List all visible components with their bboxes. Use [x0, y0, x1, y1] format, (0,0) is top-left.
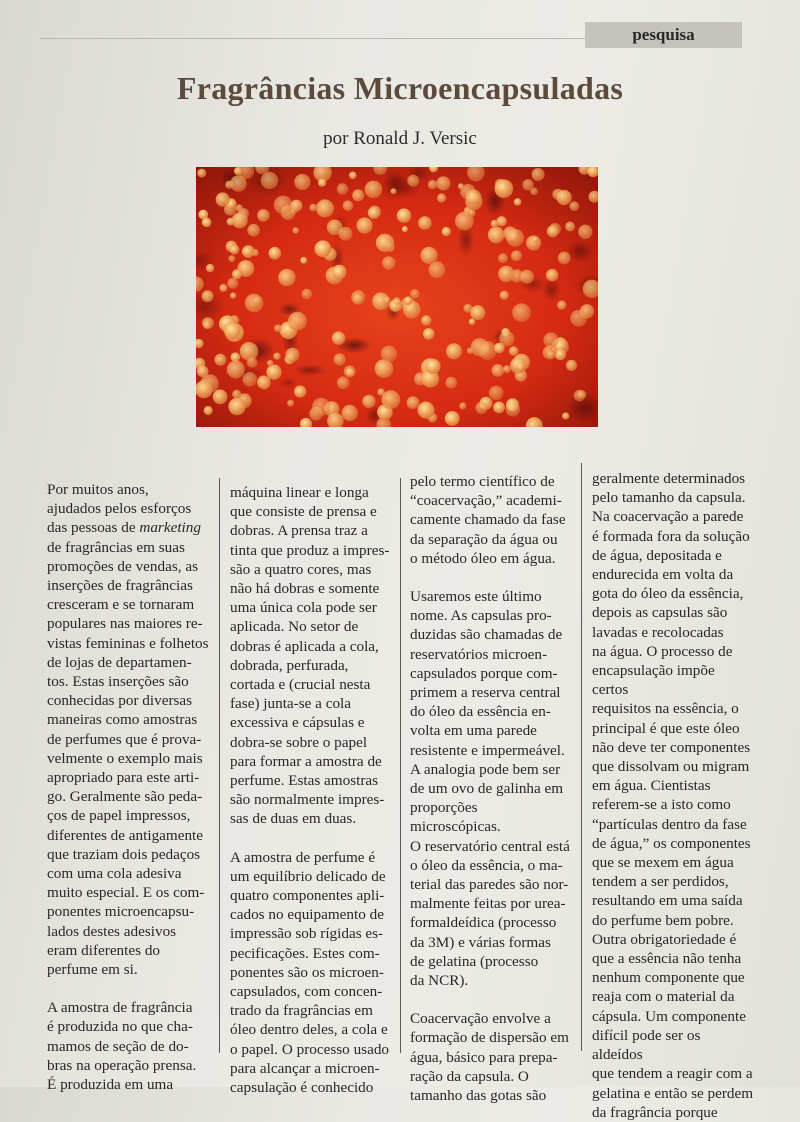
text-line: cápsula. Um componente: [592, 1007, 746, 1025]
text-line: terial das paredes são nor-: [410, 876, 569, 894]
text-line: bras na operação prensa.: [47, 1056, 197, 1074]
text-line: reaja com o material da: [592, 988, 735, 1006]
text-line: tendem a ser perdidos,: [592, 873, 729, 891]
text-line: que a essência não tenha: [592, 950, 742, 968]
text-column-3: [410, 472, 570, 1105]
text-line: A amostra de fragrância: [47, 999, 193, 1017]
text-line: “partículas dentro da fase: [592, 815, 747, 833]
text-line: não deve ter componentes: [592, 738, 751, 756]
text-line: dobra-se sobre o papel: [230, 733, 368, 751]
text-line: que tendem a reagir com a: [592, 1065, 753, 1083]
paragraph: [47, 998, 212, 1094]
text-line: inserções de fragrâncias: [47, 577, 193, 595]
text-line: dobras é aplicada a cola,: [230, 637, 379, 655]
text-line: Na coacervação a parede: [592, 508, 744, 526]
text-line: malmente feitas por urea-: [410, 895, 566, 913]
text-line: o papel. O processo usado: [230, 1040, 390, 1058]
text-line: referem-se a isto como: [592, 796, 731, 814]
text-line: do perfume bem pobre.: [592, 911, 734, 929]
microcapsule-photo: [196, 167, 598, 427]
text-line: maneiras como amostras: [47, 711, 198, 729]
text-line: “coacervação,” academi-: [410, 492, 562, 510]
text-line: trado da fragrâncias em: [230, 1002, 373, 1020]
text-line: encapsulação impõe certos: [592, 662, 715, 699]
text-line: capsulados porque com-: [410, 664, 558, 682]
text-line: sas de duas em duas.: [230, 810, 357, 828]
paragraph: [410, 1009, 570, 1105]
text-line: mamos de seção de do-: [47, 1037, 189, 1055]
text-line: pecificações. Estes com-: [230, 944, 380, 962]
text-line: da fragrância porque: [592, 1103, 718, 1121]
text-line: nome. As capsulas pro-: [410, 607, 552, 625]
text-line: diferentes de antigamente: [47, 826, 204, 844]
text-line: tamanho das gotas são: [410, 1087, 547, 1105]
italic-term: marketing: [139, 519, 201, 537]
text-line: de um ovo de galinha em: [410, 780, 564, 798]
text-line: fase) junta-se a cola: [230, 695, 352, 713]
text-line: capsulação é conhecido: [230, 1079, 374, 1097]
text-line: tinta que produz a impres-: [230, 541, 390, 559]
text-line: ponentes microencapsu-: [47, 903, 195, 921]
text-line: proporções microscópicas.: [410, 799, 501, 836]
paragraph: [410, 587, 570, 990]
text-line: Coacervação envolve a: [410, 1010, 551, 1028]
column-divider: [581, 463, 582, 1051]
section-tag: pesquisa: [585, 22, 742, 48]
text-line: go. Geralmente são peda-: [47, 788, 203, 806]
text-line: duzidas são chamadas de: [410, 626, 563, 644]
paragraph: [230, 483, 390, 829]
text-line: muito especial. E os com-: [47, 884, 205, 902]
text-line: ração da capsula. O: [410, 1067, 529, 1085]
text-line: é formada fora da solução: [592, 527, 750, 545]
text-line: Por muitos anos,: [47, 481, 149, 498]
text-line: vistas femininas e folhetos: [47, 634, 209, 652]
text-line: que dissolvam ou migram: [592, 758, 750, 776]
text-line: populares nas maiores re-: [47, 615, 203, 633]
text-line: máquina linear e longa: [230, 484, 369, 501]
text-line: com uma cola adesiva: [47, 865, 182, 883]
text-line: que consiste de prensa e: [230, 503, 377, 521]
text-line: da separação da água ou: [410, 530, 558, 548]
text-column-4: [592, 469, 754, 1122]
text-line: o método óleo em água.: [410, 549, 556, 567]
text-line: ços de papel impressos,: [47, 807, 191, 825]
text-column-2: [230, 483, 390, 1097]
text-line: conhecidas por diversas: [47, 692, 193, 710]
text-line: do óleo da essência en-: [410, 703, 551, 721]
text-line: cados no equipamento de: [230, 906, 384, 924]
text-line: que se mexem em água: [592, 854, 734, 872]
text-line: volta em uma parede: [410, 722, 537, 740]
text-line: água, básico para prepa-: [410, 1048, 558, 1066]
paragraph: [230, 848, 390, 1098]
text-line: aplicada. No setor de: [230, 618, 359, 636]
text-line: gota do óleo da essência,: [592, 585, 744, 603]
text-line: um equilíbrio delicado de: [230, 867, 386, 885]
text-line: quatro componentes apli-: [230, 887, 385, 905]
column-divider: [400, 478, 401, 1053]
text-line: o óleo da essência, o ma-: [410, 856, 563, 874]
text-line: camente chamado da fase: [410, 511, 566, 529]
text-line: promoções de vendas, as: [47, 557, 198, 575]
text-line: excessiva e cápsulas e: [230, 714, 365, 732]
text-line: não há dobras e somente: [230, 580, 380, 598]
text-line: são a quatro cores, mas: [230, 560, 372, 578]
text-line: ponentes são os microen-: [230, 963, 384, 981]
text-line: endurecida em volta da: [592, 566, 734, 584]
text-line: tos. Estas inserções são: [47, 673, 189, 691]
text-line: A analogia pode bem ser: [410, 760, 561, 778]
text-line: dobrada, perfurada,: [230, 656, 349, 674]
text-line: formação de dispersão em: [410, 1029, 569, 1047]
text-line: depois as capsulas são: [592, 604, 728, 622]
paragraph: [47, 480, 212, 979]
text-line: perfume. Estas amostras: [230, 772, 379, 790]
text-line: velmente o exemplo mais: [47, 749, 203, 767]
text-line: ajudados pelos esforços: [47, 500, 192, 518]
text-line: são normalmente impres-: [230, 791, 385, 809]
text-line: Outra obrigatoriedade é: [592, 930, 737, 948]
header-rule: [40, 38, 585, 39]
text-line: cortada e (crucial nesta: [230, 676, 371, 694]
text-line: que traziam dois pedaços: [47, 845, 201, 863]
text-lines: [47, 539, 209, 978]
text-line: pelo tamanho da capsula.: [592, 489, 746, 507]
text-line: eram diferentes do: [47, 941, 161, 959]
text-line: primem a reserva central: [410, 684, 561, 702]
text-line: da 3M) e várias formas: [410, 933, 551, 951]
text-line: cresceram e se tornaram: [47, 596, 195, 614]
text-line: principal é que este óleo: [592, 719, 740, 737]
column-divider: [219, 478, 220, 1053]
article-title: Fragrâncias Microencapsuladas: [176, 70, 624, 106]
paragraph: [592, 469, 754, 1122]
text-line: impressão sob rígidas es-: [230, 925, 384, 943]
text-line: lavadas e recolocadas: [592, 623, 724, 641]
text-line: de perfumes que é prova-: [47, 730, 202, 748]
text-line: uma única cola pode ser: [230, 599, 377, 617]
text-line: óleo dentro deles, a cola e: [230, 1021, 388, 1039]
text-line: é produzida no que cha-: [47, 1018, 193, 1036]
text-line: resistente e impermeável.: [410, 741, 565, 759]
article-byline: por Ronald J. Versic: [323, 128, 477, 149]
text-line: apropriado para este arti-: [47, 769, 200, 787]
text-line: pelo termo científico de: [410, 473, 555, 490]
text-line: requisitos na essência, o: [592, 700, 739, 718]
text-line: na água. O processo de: [592, 642, 733, 660]
text-line: resultando em uma saída: [592, 892, 743, 910]
paragraph: [410, 472, 570, 568]
text-line: de água,” os componentes: [592, 834, 751, 852]
text-line: reservatórios microen-: [410, 645, 548, 663]
text-line: de água, depositada e: [592, 546, 722, 564]
text-line: A amostra de perfume é: [230, 848, 376, 866]
text-line: gelatina e então se perdem: [592, 1084, 754, 1102]
text-line: das pessoas de: [47, 519, 140, 537]
text-line: capsulados, com concen-: [230, 983, 383, 1001]
text-line: da NCR).: [410, 972, 469, 990]
text-line: nenhum componente que: [592, 969, 745, 987]
text-line: Usaremos este último: [410, 588, 542, 606]
text-line: de gelatina (processo: [410, 952, 539, 970]
text-line: para alcançar a microen-: [230, 1059, 380, 1077]
text-line: geralmente determinados: [592, 470, 746, 487]
text-line: O reservatório central está: [410, 837, 570, 855]
text-line: de fragrâncias em suas: [47, 538, 185, 556]
text-column-1: [47, 480, 212, 1094]
text-line: dobras. A prensa traz a: [230, 522, 368, 540]
text-line: difícil pode ser os aldeídos: [592, 1026, 701, 1064]
text-line: É produzida em uma: [47, 1076, 174, 1094]
text-line: perfume em si.: [47, 961, 138, 979]
text-line: para formar a amostra de: [230, 752, 382, 770]
text-line: formaldeídica (processo: [410, 914, 557, 932]
text-line: lados destes adesivos: [47, 922, 177, 940]
text-line: em água. Cientistas: [592, 777, 711, 795]
text-line: de lojas de departamen-: [47, 653, 192, 671]
